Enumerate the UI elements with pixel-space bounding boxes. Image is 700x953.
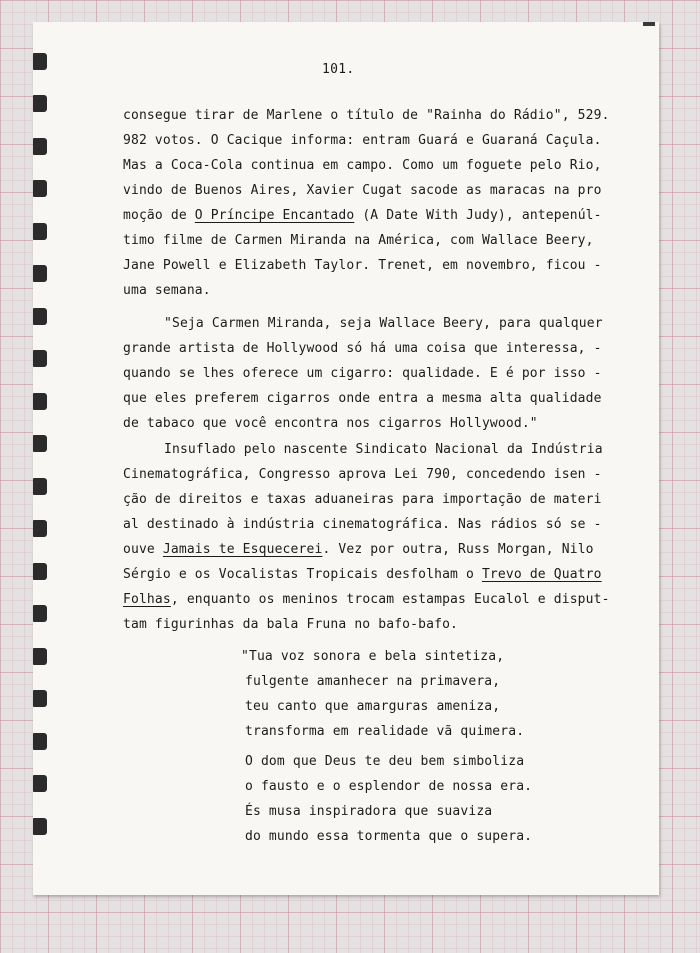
binding-hole <box>33 308 47 325</box>
paragraph-2-line: quando se lhes oferece um cigarro: qualidade. E é por isso - <box>123 366 602 381</box>
page-number: 101. <box>322 62 355 77</box>
paragraph-1-line <box>123 208 602 223</box>
poem-line: fulgente amanhecer na primavera, <box>245 674 501 689</box>
film-title-underlined: O Príncipe Encantado <box>194 208 355 223</box>
poem-line: transforma em realidade vã quimera. <box>245 724 525 739</box>
line-text: moção de <box>123 208 195 223</box>
binding-hole <box>33 520 47 537</box>
poem-line: teu canto que amarguras ameniza, <box>245 699 501 714</box>
paragraph-3-line <box>123 567 602 582</box>
poem-line: O dom que Deus te deu bem simboliza <box>245 754 525 769</box>
binding-hole <box>33 350 47 367</box>
paragraph-3-line <box>123 592 610 607</box>
paragraph-1-line: Jane Powell e Elizabeth Taylor. Trenet, em novembro, ficou - <box>123 258 602 273</box>
song-title-underlined: Folhas <box>123 592 171 607</box>
paragraph-2-line: "Seja Carmen Miranda, seja Wallace Beery, para qualquer <box>164 316 603 331</box>
paragraph-1-line: consegue tirar de Marlene o título de "Rainha do Rádio", 529. <box>123 108 610 123</box>
paragraph-3-line <box>123 542 594 557</box>
song-title-underlined: Jamais te Esquecerei <box>162 542 323 557</box>
song-title-underlined: Trevo de Quatro <box>481 567 602 582</box>
binding-hole <box>33 563 47 580</box>
binding-hole <box>33 138 47 155</box>
paragraph-3-line: Insuflado pelo nascente Sindicato Nacional da Indústria <box>164 442 603 457</box>
paragraph-2-line: que eles preferem cigarros onde entra a mesma alta qualidade <box>123 391 602 406</box>
poem-line: o fausto e o esplendor de nossa era. <box>245 779 533 794</box>
paragraph-3-line: tam figurinhas da bala Fruna no bafo-bafo. <box>123 617 459 632</box>
binding-hole <box>33 775 47 792</box>
corner-mark <box>643 22 655 26</box>
binding-hole <box>33 95 47 112</box>
line-text: . Vez por outra, Russ Morgan, Nilo <box>322 542 594 557</box>
binding-hole <box>33 605 47 622</box>
paragraph-1-line: vindo de Buenos Aires, Xavier Cugat sacode as maracas na pro <box>123 183 602 198</box>
binding-hole <box>33 265 47 282</box>
binding-hole <box>33 435 47 452</box>
binding-hole <box>33 690 47 707</box>
paragraph-3-line: Cinematográfica, Congresso aprova Lei 790, concedendo isen - <box>123 467 602 482</box>
poem-line: És musa inspiradora que suaviza <box>245 804 493 819</box>
binding-hole <box>33 478 47 495</box>
poem-line: "Tua voz sonora e bela sintetiza, <box>241 649 505 664</box>
binding-hole <box>33 53 47 70</box>
paragraph-1-line: Mas a Coca-Cola continua em campo. Como um foguete pelo Rio, <box>123 158 602 173</box>
paragraph-2-line: de tabaco que você encontra nos cigarros Hollywood." <box>123 416 538 431</box>
binding-hole <box>33 393 47 410</box>
binding-hole <box>33 733 47 750</box>
line-text: ouve <box>123 542 163 557</box>
line-text: Sérgio e os Vocalistas Tropicais desfolham o <box>123 567 482 582</box>
paragraph-3-line: ção de direitos e taxas aduaneiras para importação de materi <box>123 492 602 507</box>
binding-hole <box>33 818 47 835</box>
binding-hole <box>33 180 47 197</box>
spiral-binding-holes <box>33 22 49 895</box>
typed-page <box>33 22 659 895</box>
binding-hole <box>33 648 47 665</box>
paragraph-1-line: timo filme de Carmen Miranda na América, com Wallace Beery, <box>123 233 594 248</box>
paragraph-2-line: grande artista de Hollywood só há uma coisa que interessa, - <box>123 341 602 356</box>
binding-hole <box>33 223 47 240</box>
line-text: , enquanto os meninos trocam estampas Eucalol e disput- <box>170 592 610 607</box>
line-text: (A Date With Judy), antepenúl- <box>354 208 602 223</box>
paragraph-1-line: 982 votos. O Cacique informa: entram Guará e Guaraná Caçula. <box>123 133 602 148</box>
poem-line: do mundo essa tormenta que o supera. <box>245 829 533 844</box>
paragraph-3-line: al destinado à indústria cinematográfica. Nas rádios só se - <box>123 517 602 532</box>
paragraph-1-line: uma semana. <box>123 283 211 298</box>
